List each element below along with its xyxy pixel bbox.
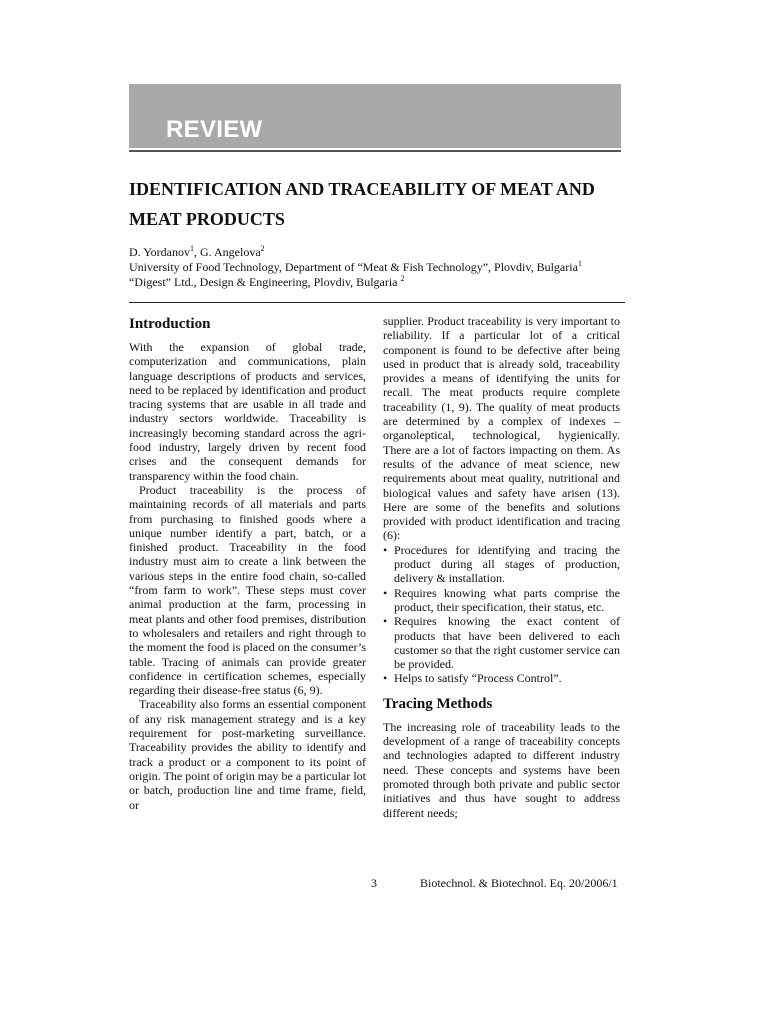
header-divider (129, 302, 625, 303)
bullet-icon: • (383, 585, 388, 600)
bullet-icon: • (383, 671, 388, 686)
bullet-icon: • (383, 542, 388, 557)
author-block (129, 245, 624, 290)
list-item (383, 586, 620, 615)
author-name: D. Yordanov (129, 245, 191, 259)
body-paragraph: supplier. Product traceability is very important to reliability. If a particular lot of a critical component is found to be defective after being used in product that is already sold, traceability provides a means of identifying the units for recall. The meat products require complete traceability (1, 9). The quality of meat products are determined by a complex of indexes – organoleptical, technological, hygienically. There are a lot of factors impacting on them. As results of the advance of meat science, new requirements about meat quality, nutritional and biological values and safety have arisen (13). Here are some of the benefits and solutions provided with product identification and tracing (6): (383, 314, 620, 543)
author-line (129, 245, 624, 260)
list-item-text: Requires knowing the exact content of products that have been delivered to each customer so that the right customer service can be provided. (394, 614, 620, 672)
list-item (383, 614, 620, 671)
right-column (383, 314, 620, 820)
body-paragraph: The increasing role of traceability leads to the development of a range of traceability concepts and technologies adapted to different industry need. These concepts and systems have been promoted through both private and public sector initiatives and thus have sought to address different needs; (383, 719, 620, 820)
section-heading-introduction: Introduction (129, 316, 211, 332)
affiliation-line (129, 260, 624, 275)
list-item (383, 543, 620, 586)
author-name: G. Angelova (200, 245, 261, 259)
author-affiliation-mark: 2 (260, 244, 265, 253)
affiliation-mark: 1 (577, 259, 582, 268)
affiliation-line (129, 275, 624, 290)
page-number: 3 (371, 876, 377, 890)
banner-underline (129, 150, 621, 152)
section-heading-tracing-methods: Tracing Methods (383, 695, 493, 712)
body-paragraph: With the expansion of global trade, computerization and communications, plain language descriptions of products and services, need to be replaced by identification and product tracing systems that are usable in all trade and industry sectors worldwide. Traceability is increasingly becoming standard across the agri-food industry, largely driven by recent food crises and the consequent demands for transparency within the food chain. (129, 340, 366, 483)
bullet-icon: • (383, 614, 388, 629)
left-column (129, 314, 366, 812)
affiliation-text: University of Food Technology, Department of “Meat & Fish Technology”, Plovdiv, Bulgaria (129, 260, 578, 274)
article-title: IDENTIFICATION AND TRACEABILITY OF MEAT AND MEAT PRODUCTS (129, 179, 595, 229)
journal-citation: Biotechnol. & Biotechnol. Eq. 20/2006/1 (420, 876, 618, 890)
body-paragraph: Traceability also forms an essential component of any risk management strategy and is a key requirement for post-marketing surveillance. Traceability provides the ability to identify and track a product or a component to its point of origin. The point of origin may be a particular lot or batch, production line and time frame, field, or (129, 697, 366, 812)
benefits-list (383, 543, 620, 686)
body-paragraph: Product traceability is the process of maintaining records of all materials and parts from purchasing to finished goods where a unique number identify a part, batch, or a finished product. Traceability in the food industry must aim to create a link between the various steps in the entire food chain, so-called “from farm to work”. These steps must cover animal production at the farm, processing in meat plants and other food premises, distribution to wholesalers and retailers and right through to the moment the food is placed on the consumer’s table. Tracing of animals can provide greater confidence in certification schemes, especially regarding their disease-free status (6, 9). (129, 482, 366, 698)
list-item-text: Requires knowing what parts comprise the product, their specification, their status, etc. (394, 585, 620, 614)
list-item (383, 671, 620, 685)
section-label: REVIEW (166, 116, 263, 143)
affiliation-text: “Digest” Ltd., Design & Engineering, Plovdiv, Bulgaria (129, 275, 398, 289)
author-affiliation-mark: 1 (190, 244, 195, 253)
affiliation-mark: 2 (400, 274, 405, 283)
list-item-text: Procedures for identifying and tracing the product during all stages of production, delivery & installation. (394, 542, 620, 586)
author-separator: , (194, 245, 201, 259)
list-item-text: Helps to satisfy “Process Control”. (394, 671, 562, 686)
